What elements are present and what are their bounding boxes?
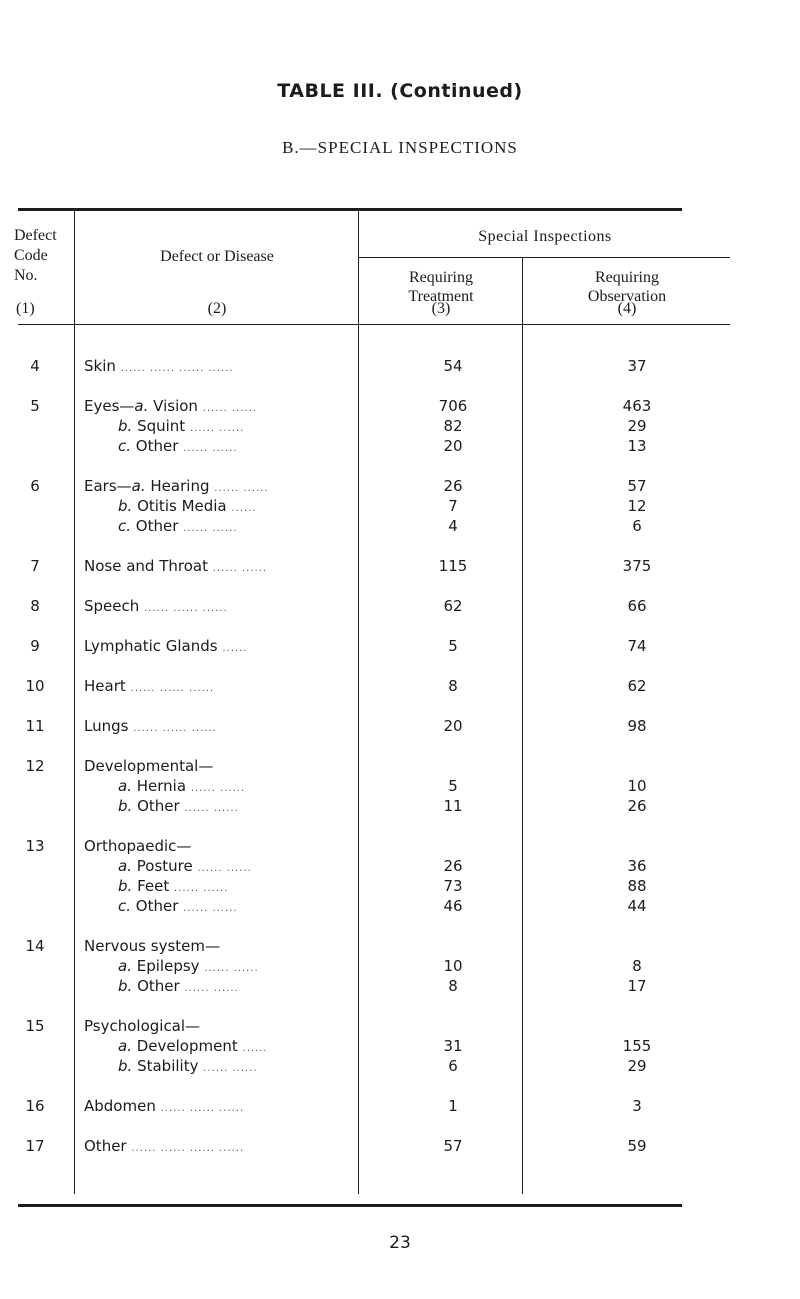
requiring-observation-value: 375 <box>622 557 652 575</box>
requiring-observation-value: 57 <box>627 477 647 495</box>
defect-subitem <box>118 517 238 535</box>
sub-label: c. <box>118 437 132 455</box>
leader-dots: ...... ...... <box>183 903 238 914</box>
requiring-observation-value: 62 <box>627 677 647 695</box>
leader-dots: ...... ...... <box>203 1063 258 1074</box>
defect-code: 15 <box>25 1017 45 1035</box>
requiring-treatment-value: 1 <box>448 1097 458 1115</box>
requiring-treatment-value: 6 <box>448 1057 458 1075</box>
sub-label: a. <box>134 397 149 415</box>
requiring-treatment-value: 8 <box>448 677 458 695</box>
defect-subitem <box>118 977 239 995</box>
requiring-treatment-value: 8 <box>448 977 458 995</box>
requiring-observation-value: 44 <box>627 897 647 915</box>
sub-name: Otitis Media <box>137 497 227 515</box>
sub-label: b. <box>118 497 133 515</box>
defect-name: Nervous system— <box>84 937 220 955</box>
defect-code: 13 <box>25 837 45 855</box>
requiring-observation-value: 12 <box>627 497 647 515</box>
header-bottom-rule <box>18 324 730 325</box>
leader-dots: ...... ...... <box>190 783 246 794</box>
sub-label: b. <box>118 877 133 895</box>
requiring-observation-value: 74 <box>627 637 647 655</box>
defect-subitem <box>118 897 238 915</box>
requiring-observation-value: 29 <box>627 417 647 435</box>
requiring-observation-value: 29 <box>627 1057 647 1075</box>
sub-name: Other <box>135 437 179 455</box>
header-requiring-observation: Requiring Observation <box>587 269 667 305</box>
sub-name: Posture <box>136 857 193 875</box>
col-divider-1 <box>74 211 75 1194</box>
requiring-observation-value: 98 <box>627 717 647 735</box>
header-col1: (1) <box>16 300 35 317</box>
defect-code: 10 <box>25 677 45 695</box>
requiring-treatment-value: 115 <box>438 557 468 575</box>
defect-code: 4 <box>30 357 40 375</box>
leader-dots: ...... ...... <box>183 443 238 454</box>
leader-dots: ...... ...... ...... ...... <box>120 363 234 374</box>
leader-dots: ...... <box>222 643 248 654</box>
sub-name: Squint <box>137 417 186 435</box>
defect-subitem <box>118 957 259 975</box>
header-col3: (3) <box>431 300 451 317</box>
requiring-observation-value: 36 <box>627 857 647 875</box>
page-number: 23 <box>389 1233 411 1253</box>
requiring-treatment-value: 10 <box>443 957 463 975</box>
requiring-treatment-value: 5 <box>448 637 458 655</box>
sub-label: b. <box>118 797 133 815</box>
defect-name: Abdomen ...... ...... ...... <box>84 1097 245 1115</box>
leader-dots: ...... ...... <box>183 523 238 534</box>
defect-name: Ears—a. Hearing ...... ...... <box>84 477 269 495</box>
defect-code: 6 <box>30 477 40 495</box>
defect-name: Lungs ...... ...... ...... <box>84 717 217 735</box>
sub-label: a. <box>118 777 132 795</box>
leader-dots: ...... ...... ...... <box>144 603 228 614</box>
sub-label: a. <box>118 957 132 975</box>
defect-name: Other ...... ...... ...... ...... <box>84 1137 245 1155</box>
defect-code: 8 <box>30 597 40 615</box>
requiring-observation-value: 6 <box>632 517 642 535</box>
header-requiring-treatment: Requiring Treatment <box>408 269 474 305</box>
requiring-treatment-value: 46 <box>443 897 463 915</box>
leader-dots: ...... ...... <box>189 423 245 434</box>
requiring-treatment-value: 82 <box>443 417 463 435</box>
defect-code: 17 <box>25 1137 45 1155</box>
defect-name: Nose and Throat ...... ...... <box>84 557 268 575</box>
leader-dots: ...... ...... ...... <box>133 723 217 734</box>
sub-label: a. <box>131 477 146 495</box>
requiring-treatment-value: 11 <box>443 797 463 815</box>
table-subtitle: B.—SPECIAL INSPECTIONS <box>282 138 518 157</box>
requiring-treatment-value: 7 <box>448 497 458 515</box>
special-inspections-rule <box>358 257 730 258</box>
requiring-treatment-value: 5 <box>448 777 458 795</box>
requiring-treatment-value: 20 <box>443 717 463 735</box>
leader-dots: ...... ...... ...... <box>130 683 215 694</box>
defect-name: Orthopaedic— <box>84 837 192 855</box>
requiring-treatment-value: 73 <box>443 877 463 895</box>
sub-name: Epilepsy <box>136 957 200 975</box>
requiring-observation-value: 13 <box>627 437 647 455</box>
defect-name: Eyes—a. Vision ...... ...... <box>84 397 258 415</box>
requiring-observation-value: 17 <box>627 977 647 995</box>
requiring-observation-value: 463 <box>622 397 652 415</box>
sub-name: Stability <box>137 1057 199 1075</box>
header-col4: (4) <box>617 300 637 317</box>
sub-name: Feet <box>137 877 170 895</box>
sub-label: c. <box>118 897 132 915</box>
defect-subitem <box>118 1037 268 1055</box>
defect-subitem <box>118 1057 258 1075</box>
requiring-observation-value: 26 <box>627 797 647 815</box>
leader-dots: ...... ...... <box>174 883 229 894</box>
requiring-treatment-value: 706 <box>438 397 468 415</box>
requiring-observation-value: 59 <box>627 1137 647 1155</box>
defect-code: 9 <box>30 637 40 655</box>
defect-subitem <box>118 417 244 435</box>
requiring-observation-value: 66 <box>627 597 647 615</box>
leader-dots: ...... ...... <box>197 863 252 874</box>
sub-name: Other <box>137 977 180 995</box>
requiring-treatment-value: 20 <box>443 437 463 455</box>
sub-name: Development <box>136 1037 238 1055</box>
sub-label: a. <box>118 857 132 875</box>
header-col2: (2) <box>207 300 227 317</box>
requiring-observation-value: 8 <box>632 957 642 975</box>
sub-label: a. <box>118 1037 132 1055</box>
sub-label: c. <box>118 517 132 535</box>
defect-name: Psychological— <box>84 1017 201 1035</box>
defect-code: 12 <box>25 757 45 775</box>
requiring-observation-value: 155 <box>622 1037 652 1055</box>
defect-subitem <box>118 857 252 875</box>
sub-name: Other <box>135 897 179 915</box>
sub-label: b. <box>118 1057 133 1075</box>
header-defect-or-disease: Defect or Disease <box>160 248 274 265</box>
sub-label: b. <box>118 977 133 995</box>
defect-name: Heart ...... ...... ...... <box>84 677 215 695</box>
requiring-observation-value: 3 <box>632 1097 642 1115</box>
defect-code: 11 <box>25 717 45 735</box>
leader-dots: ...... ...... ...... <box>160 1103 245 1114</box>
defect-subitem <box>118 437 238 455</box>
leader-dots: ...... ...... <box>184 983 239 994</box>
defect-name: Lymphatic Glands ...... <box>84 637 248 655</box>
defect-name: Developmental— <box>84 757 214 775</box>
leader-dots: ...... ...... <box>214 483 269 494</box>
col-divider-3 <box>522 257 523 1194</box>
top-thick-rule <box>18 208 682 211</box>
requiring-treatment-value: 26 <box>443 857 463 875</box>
defect-subitem <box>118 797 239 815</box>
defect-code: 7 <box>30 557 40 575</box>
bottom-thick-rule <box>18 1204 682 1207</box>
requiring-treatment-value: 4 <box>448 517 458 535</box>
col-divider-2 <box>358 211 359 1194</box>
sub-name: Vision <box>153 397 198 415</box>
defect-subitem <box>118 777 245 795</box>
sub-name: Other <box>137 797 180 815</box>
defect-name: Speech ...... ...... ...... <box>84 597 228 615</box>
defect-subitem <box>118 877 228 895</box>
leader-dots: ...... <box>242 1043 268 1054</box>
defect-code: 14 <box>25 937 45 955</box>
leader-dots: ...... ...... <box>212 563 268 574</box>
sub-name: Hernia <box>136 777 187 795</box>
header-defect-code: Defect Code No. <box>14 227 57 284</box>
requiring-treatment-value: 31 <box>443 1037 463 1055</box>
leader-dots: ...... <box>231 503 257 514</box>
defect-code: 5 <box>30 397 40 415</box>
requiring-treatment-value: 54 <box>443 357 463 375</box>
requiring-treatment-value: 57 <box>443 1137 463 1155</box>
requiring-treatment-value: 26 <box>443 477 463 495</box>
defect-code: 16 <box>25 1097 45 1115</box>
header-special-inspections: Special Inspections <box>478 228 612 245</box>
sub-name: Hearing <box>150 477 210 495</box>
defect-name: Skin ...... ...... ...... ...... <box>84 357 234 375</box>
sub-name: Other <box>135 517 179 535</box>
requiring-observation-value: 88 <box>627 877 647 895</box>
sub-label: b. <box>118 417 133 435</box>
table-title: TABLE III. (Continued) <box>277 80 523 102</box>
requiring-observation-value: 10 <box>627 777 647 795</box>
leader-dots: ...... ...... <box>202 403 258 414</box>
requiring-treatment-value: 62 <box>443 597 463 615</box>
requiring-observation-value: 37 <box>627 357 647 375</box>
leader-dots: ...... ...... <box>204 963 259 974</box>
defect-subitem <box>118 497 256 515</box>
leader-dots: ...... ...... <box>184 803 239 814</box>
leader-dots: ...... ...... ...... ...... <box>131 1143 245 1154</box>
